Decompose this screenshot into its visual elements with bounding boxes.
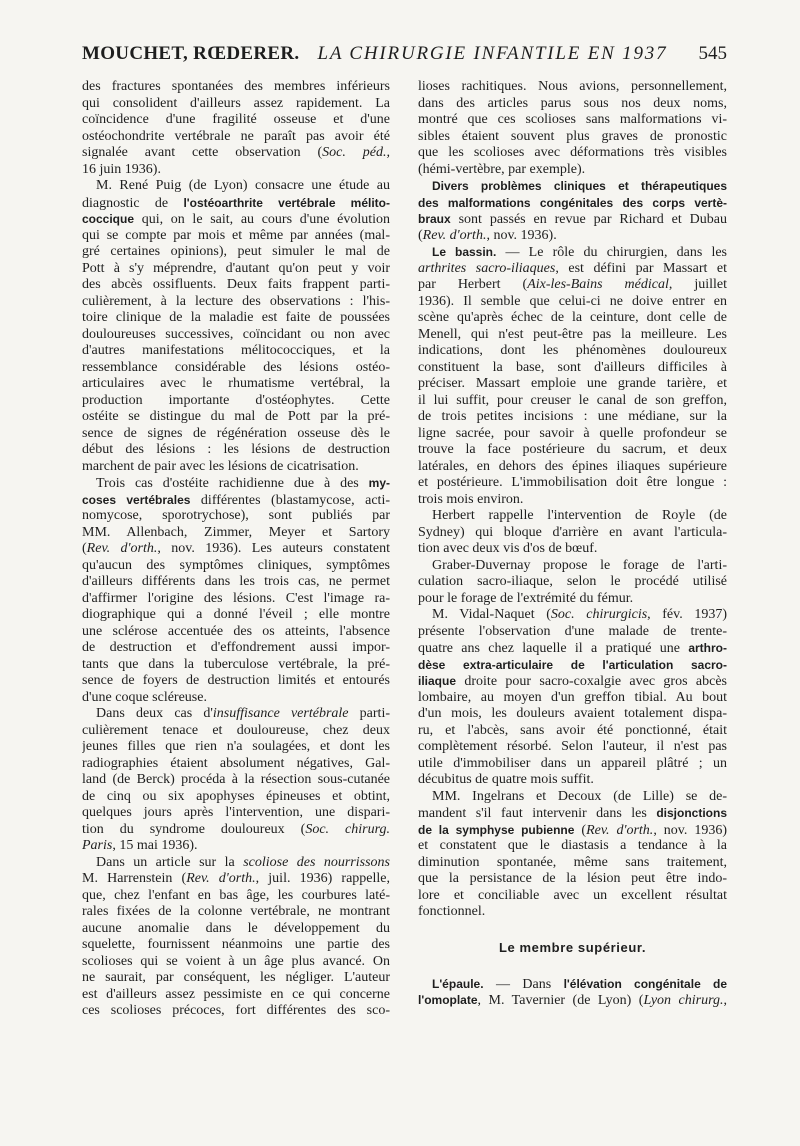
text-line — [82, 129, 390, 146]
text-run: tion du syndrome douloureux ( — [82, 821, 306, 837]
text-line — [82, 690, 390, 707]
text-run: quelques jours après l'intervention, une dispari- — [82, 805, 390, 820]
text-run: diographique qui a donné l'éveil ; elle montre — [82, 607, 390, 622]
text-run: articulaires avec le rhumatisme vertébral, la — [82, 376, 390, 391]
text-run: il lui suffit, pour creuser le canal de son greffon, — [418, 392, 727, 408]
text-run: préciser. Massart emploie une grande tarière, et — [418, 376, 727, 391]
text-line — [418, 558, 727, 575]
bold-text: de la symphyse pubienne — [418, 822, 575, 837]
text-line — [82, 195, 390, 212]
text-line — [82, 244, 390, 261]
text-run: constituent la base, sont d'ailleurs difficiles à — [418, 359, 727, 375]
text-line — [418, 525, 727, 542]
right-column — [418, 79, 727, 1009]
text-run: sence de signes de régénération osseuse dès le — [82, 425, 390, 441]
bold-text: dèse extra-articulaire de l'articulation sacro- — [418, 657, 727, 672]
text-run: présente l'observation d'une malade de trente- — [418, 623, 727, 639]
italic-text: scoliose des nourrissons — [243, 854, 390, 870]
text-run: pour le forage de l'extrémité du fémur. — [418, 590, 634, 606]
text-run: — Dans — [483, 976, 564, 992]
text-run: complètement résorbé. Selon l'auteur, il n'est pas — [418, 739, 727, 754]
text-run: Pott à s'y méprendre, d'autant qu'on peut y voir — [82, 260, 390, 276]
text-line — [418, 393, 727, 410]
text-line — [418, 574, 727, 591]
text-line — [418, 992, 727, 1009]
paragraph — [82, 178, 390, 475]
text-line — [82, 673, 390, 690]
text-line — [418, 541, 727, 558]
text-line — [82, 987, 390, 1004]
text-line — [418, 360, 727, 377]
text-line — [82, 772, 390, 789]
text-line — [82, 294, 390, 311]
text-run: gré certaines opinions), peut simuler le mal de — [82, 244, 390, 259]
italic-text: Rev. d'orth. — [86, 541, 158, 556]
text-line — [82, 508, 390, 525]
section-body — [418, 976, 727, 1009]
running-header — [82, 40, 727, 68]
text-line — [82, 805, 390, 822]
header-journal-title: LA CHIRURGIE INFANTILE EN 1937 — [317, 43, 668, 64]
text-run: M. Vidal-Naquet ( — [432, 607, 551, 622]
text-run: tion avec deux vis d'os de bœuf. — [418, 541, 598, 556]
text-line — [418, 640, 727, 657]
text-line — [82, 1003, 390, 1020]
text-run: d'une coque scléreuse. — [82, 689, 207, 705]
text-run: ostéochondrite vertébrale ne paraît pas avoir été — [82, 128, 390, 144]
text-line — [418, 96, 727, 113]
text-run: quatre ans chez laquelle il a pratiqué une — [418, 641, 689, 656]
text-run: d'ailleurs différents dans les trois cas, ne permet — [82, 574, 390, 589]
text-line — [82, 574, 390, 591]
text-run: de cinq ou six apophyses épineuses et obtint, — [82, 788, 390, 804]
text-line — [418, 690, 727, 707]
text-run: de destruction et d'effondrement aussi impor- — [82, 640, 390, 655]
text-run: est d'ailleurs assez pessimiste en ce qui concerne — [82, 986, 390, 1002]
text-run: Graber-Duvernay propose le forage de l'arti- — [432, 557, 727, 573]
text-run: et constatent que le diastasis a tendance à la — [418, 838, 727, 853]
text-line — [82, 789, 390, 806]
text-run: diagnostic de — [82, 195, 184, 211]
text-line — [82, 591, 390, 608]
text-line — [82, 343, 390, 360]
text-line — [82, 871, 390, 888]
text-line — [418, 211, 727, 228]
paragraph — [82, 475, 390, 706]
text-line — [82, 822, 390, 839]
text-run: MM. Allenbach, Zimmer, Meyer et Sartory — [82, 524, 390, 540]
text-line — [418, 772, 727, 789]
page-number: 545 — [698, 43, 727, 64]
text-line — [82, 277, 390, 294]
text-run: radiographies étaient absolument négatives, Gal- — [82, 755, 390, 771]
text-line — [418, 244, 727, 261]
text-run: indications, dont les phénomènes douloureux — [418, 343, 727, 358]
text-run: différentes (blastamycose, acti- — [190, 492, 390, 508]
text-line — [82, 640, 390, 657]
text-run: droite pour sacro-coxalgie avec gros abcès — [456, 674, 727, 689]
text-run: Sydney) qui bloque d'arrière en avant l'articula- — [418, 524, 727, 540]
text-line — [418, 888, 727, 905]
text-run: ressemblance considérable des lésions ostéo- — [82, 359, 390, 375]
text-run: par Herbert ( — [418, 277, 528, 292]
text-run: Herbert rappelle l'intervention de Royle (de — [432, 508, 727, 523]
text-line — [418, 195, 727, 212]
text-line — [82, 112, 390, 129]
paragraph — [418, 789, 727, 921]
text-run: , est défini par Massart et — [555, 260, 727, 276]
italic-text: Paris — [82, 838, 113, 853]
text-line — [418, 756, 727, 773]
text-line — [82, 327, 390, 344]
text-line — [82, 970, 390, 987]
text-run: culièrement, à la lecture des observations : l'his- — [82, 293, 390, 309]
text-run: début des lésions : les lésions de destruction — [82, 442, 390, 457]
text-run: jeunes filles que rien n'a soulagées, et dont les — [82, 739, 390, 754]
text-run: nomycose, sporotrychose), sont publiés par — [82, 508, 390, 523]
text-run: , nov. 1936) — [653, 822, 727, 838]
text-line — [82, 178, 390, 195]
text-line — [418, 789, 727, 806]
text-line — [418, 343, 727, 360]
text-run: ces scolioses précoces, fort différentes des sco- — [82, 1003, 390, 1018]
text-line — [82, 79, 390, 96]
text-line — [418, 162, 727, 179]
text-line — [418, 607, 727, 624]
bold-text: des malformations congénitales des corps vertè- — [418, 195, 727, 210]
text-line — [82, 756, 390, 773]
text-run: M. René Puig (de Lyon) consacre une étude au — [96, 178, 390, 193]
text-line — [418, 492, 727, 509]
text-line — [82, 904, 390, 921]
paragraph — [82, 855, 390, 1020]
text-line — [418, 442, 727, 459]
text-line — [82, 888, 390, 905]
text-line — [82, 96, 390, 113]
text-run: ( — [574, 822, 587, 838]
text-run: , juillet — [668, 277, 727, 292]
text-run: que, chez l'enfant en bas âge, les courbures laté- — [82, 887, 390, 903]
italic-text: Soc. péd., — [322, 145, 390, 160]
bold-text: Divers problèmes cliniques et thérapeutiques — [432, 179, 727, 193]
text-run: tants que dans la tuberculose vertébrale, la pré- — [82, 656, 390, 672]
text-line — [82, 541, 390, 558]
text-run: M. Harrenstein ( — [82, 871, 187, 886]
text-line — [82, 409, 390, 426]
italic-text: insuffisance vertébrale — [212, 706, 349, 721]
text-run: des fractures spontanées des membres inférieurs — [82, 79, 390, 94]
paragraph — [82, 706, 390, 855]
text-run: sence de foyers de destruction limités et entourés — [82, 673, 390, 688]
bold-text: braux — [418, 212, 451, 226]
text-run: mandent s'il faut intervenir dans les — [418, 806, 657, 821]
text-line — [418, 673, 727, 690]
text-line — [82, 607, 390, 624]
text-line — [418, 591, 727, 608]
text-line — [82, 211, 390, 228]
text-run: latérales, en dehors des épines iliaques supérieure — [418, 458, 727, 474]
text-line — [82, 954, 390, 971]
text-line — [418, 228, 727, 245]
section-heading: Le membre supérieur. — [498, 939, 647, 955]
text-line — [418, 475, 727, 492]
bold-text: coccique — [82, 212, 135, 226]
text-run: sont passés en revue par Richard et Dubau — [450, 212, 727, 227]
bold-text: Le bassin. — [432, 245, 497, 259]
text-line — [82, 558, 390, 575]
bold-text: l'omoplate — [418, 993, 478, 1007]
text-line — [418, 805, 727, 822]
text-run: ligne sacrée, pour savoir à quelle profondeur se — [418, 425, 727, 441]
italic-text: Soc. chirurgicis — [550, 607, 648, 622]
italic-text: Rev. d'orth. — [422, 227, 487, 243]
bold-text: arthro- — [688, 641, 727, 655]
text-line — [82, 739, 390, 756]
text-run: 1936). Il semble que celui-ci ne doive entrer en — [418, 293, 727, 309]
text-run: ostéite se distingue du mal de Pott par la pré- — [82, 409, 390, 424]
italic-text: Soc. chirurg. — [305, 821, 390, 837]
text-run: (hémi-vertèbre, par exemple). — [418, 161, 586, 177]
text-run: ne saurait, par conséquent, les négliger. L'auteur — [82, 970, 390, 985]
text-run: douloureuses successives, coïncidant ou non avec — [82, 326, 390, 342]
text-run: Dans un article sur la — [96, 854, 244, 870]
text-line — [82, 921, 390, 938]
text-run: d'affirmer l'origine des lésions. C'est l'image ra- — [82, 590, 390, 606]
paragraph — [418, 508, 727, 558]
text-run: de trois petites incisions : une médiane, sur la — [418, 409, 727, 424]
text-line — [418, 294, 727, 311]
text-line — [82, 261, 390, 278]
text-run: qu'aucun des symptômes cliniques, symptômes — [82, 557, 390, 573]
text-line — [418, 508, 727, 525]
text-line — [82, 937, 390, 954]
text-line — [418, 178, 727, 195]
text-line — [418, 112, 727, 129]
text-line — [418, 976, 727, 993]
text-line — [82, 459, 390, 476]
text-line — [418, 723, 727, 740]
text-run: lioses rachitiques. Nous avions, personnellement, — [418, 79, 727, 94]
text-line — [418, 624, 727, 641]
text-run: ru, et l'abcès, sans avoir été ponctionné, était — [418, 722, 727, 738]
italic-text: Rev. d'orth. — [186, 871, 256, 886]
text-line — [418, 376, 727, 393]
text-run: diminution spontanée, même sans traitement, — [418, 854, 727, 870]
text-run: toire clinique de la maladie est faite de poussées — [82, 310, 390, 325]
text-line — [418, 409, 727, 426]
text-line — [418, 261, 727, 278]
italic-text: Aix-les-Bains médical — [527, 277, 669, 292]
text-run: land (de Berck) procéda à la résection sous-cutanée — [82, 772, 390, 787]
text-run: , — [723, 993, 727, 1008]
text-run: lore et conciliable avec un excellent résultat — [418, 887, 727, 903]
italic-text: Lyon chirurg. — [643, 993, 724, 1008]
text-line — [418, 459, 727, 476]
text-line — [418, 79, 727, 96]
text-run: aucune anomalie dans le développement du — [82, 920, 390, 936]
left-column — [82, 79, 390, 1020]
text-run: ( — [82, 541, 87, 556]
text-line — [82, 624, 390, 641]
text-line — [418, 426, 727, 443]
paragraph — [418, 976, 727, 1009]
text-run: et postérieure. L'immobilisation doit être longue : — [418, 475, 727, 490]
text-line — [418, 855, 727, 872]
text-line — [418, 904, 727, 921]
text-run: — Le rôle du chirurgien, dans les — [496, 245, 727, 260]
text-run: utile d'immobiliser dans un appareil plâtré ; un — [418, 755, 727, 771]
text-run: MM. Ingelrans et Decoux (de Lille) se de- — [432, 788, 727, 804]
text-line — [82, 442, 390, 459]
text-run: rales fixées de la colonne vertébrale, ne montrant — [82, 904, 390, 919]
text-run: qui consolident d'ailleurs assez rapidement. La — [82, 95, 390, 111]
text-run: que la persistance de la lésion peut être indo- — [418, 871, 727, 886]
text-line — [418, 145, 727, 162]
text-run: trois mois environ. — [418, 491, 524, 507]
italic-text: Rev. d'orth. — [586, 822, 654, 838]
text-run: Dans deux cas d' — [96, 706, 213, 721]
text-run: Trois cas d'ostéite rachidienne due à des — [96, 476, 369, 491]
text-line — [82, 145, 390, 162]
text-run: signalée avant cette observation ( — [82, 145, 323, 160]
text-line — [82, 492, 390, 509]
bold-text: iliaque — [418, 674, 457, 688]
text-run: décubitus de quatre mois suffit. — [418, 772, 594, 787]
right-column-body — [418, 79, 727, 921]
text-line — [82, 360, 390, 377]
text-run: que les scolioses avec déformations très visibles — [418, 145, 727, 160]
text-run: , M. Tavernier (de Lyon) ( — [477, 993, 644, 1008]
text-run: scolioses qui se voient à un âge plus avancé. On — [82, 953, 390, 969]
text-line — [82, 393, 390, 410]
text-line — [418, 310, 727, 327]
text-line — [418, 706, 727, 723]
text-run: culièrement tenace et douloureuse, chez deux — [82, 722, 390, 738]
text-run: fonctionnel. — [418, 904, 486, 919]
text-run: squelette, fournissent néanmoins une partie des — [82, 937, 390, 952]
italic-text: arthrites sacro-iliaques — [418, 260, 556, 276]
bold-text: coses vertébrales — [82, 492, 191, 507]
text-run: sibles étaient souvent plus graves de pronostic — [418, 128, 727, 144]
text-line — [82, 310, 390, 327]
text-run: qui se compte par mois et même par années (mal- — [82, 227, 390, 243]
paragraph — [418, 607, 727, 789]
paragraph — [418, 244, 727, 508]
paragraph — [82, 79, 390, 178]
text-line — [418, 822, 727, 839]
text-run: production importante d'ostéophytes. Cette — [82, 392, 390, 408]
text-run: d'autres manifestations mélitococciques, et la — [82, 343, 390, 358]
text-run: des abcès ossifluents. Deux faits frappent parti- — [82, 277, 390, 292]
text-run: trouve la face postérieure du sacrum, et deux — [418, 442, 727, 457]
text-run: lombaire, au moyen d'un greffon tibial. Au bout — [418, 689, 727, 705]
header-authors: MOUCHET, RŒDERER. — [82, 43, 300, 64]
text-line — [82, 162, 390, 179]
text-run: , nov. 1936). — [486, 227, 557, 243]
text-run: culation sacro-iliaque, selon le procédé utilisé — [418, 574, 727, 589]
text-run: dans des articles parus sous nos deux noms, — [418, 95, 727, 111]
bold-text: L'épaule. — [432, 976, 484, 991]
text-line — [82, 706, 390, 723]
text-line — [82, 228, 390, 245]
text-line — [82, 426, 390, 443]
text-line — [418, 657, 727, 674]
text-line — [82, 855, 390, 872]
text-run: 16 juin 1936). — [82, 161, 161, 177]
paragraph — [418, 178, 727, 244]
text-run: coïncidence d'une fragilité osseuse et d'une — [82, 112, 390, 127]
text-line — [418, 129, 727, 146]
paragraph — [418, 79, 727, 178]
text-line — [418, 871, 727, 888]
text-run: , fév. 1937) — [647, 607, 727, 622]
text-line — [82, 525, 390, 542]
text-run: montré que ces scolioses sans malformations vi- — [418, 112, 727, 127]
text-line — [82, 838, 390, 855]
text-line — [82, 475, 390, 492]
text-line — [418, 838, 727, 855]
text-run: parti- — [348, 706, 390, 721]
text-run: Menell, qui n'est peut-être pas la meilleure. Les — [418, 326, 727, 342]
text-run: marchent de pair avec les lésions de cicatrisation. — [82, 458, 359, 474]
text-line — [418, 277, 727, 294]
text-run: d'un mois, les douleurs avaient totalement dispa- — [418, 706, 727, 721]
text-line — [82, 376, 390, 393]
text-line — [82, 723, 390, 740]
bold-text: l'élévation congénitale de — [563, 976, 727, 991]
text-run: ( — [418, 227, 423, 243]
bold-text: disjonctions — [656, 806, 727, 820]
bold-text: l'ostéoarthrite vertébrale mélito- — [183, 195, 390, 210]
text-run: , 15 mai 1936). — [112, 838, 198, 853]
text-line — [418, 327, 727, 344]
bold-text: my- — [368, 476, 390, 490]
text-run: , juil. 1936) rappelle, — [255, 871, 390, 886]
text-run: scène qu'après échec de la ceinture, dont celle de — [418, 310, 727, 325]
text-run: , nov. 1936). Les auteurs constatent — [157, 541, 390, 556]
paragraph — [418, 558, 727, 608]
text-line — [82, 657, 390, 674]
text-run: une sclérose accentuée des os atteints, l'absence — [82, 623, 390, 639]
text-line — [418, 739, 727, 756]
text-run: qui, on le sait, au cours d'une évolution — [134, 212, 390, 227]
